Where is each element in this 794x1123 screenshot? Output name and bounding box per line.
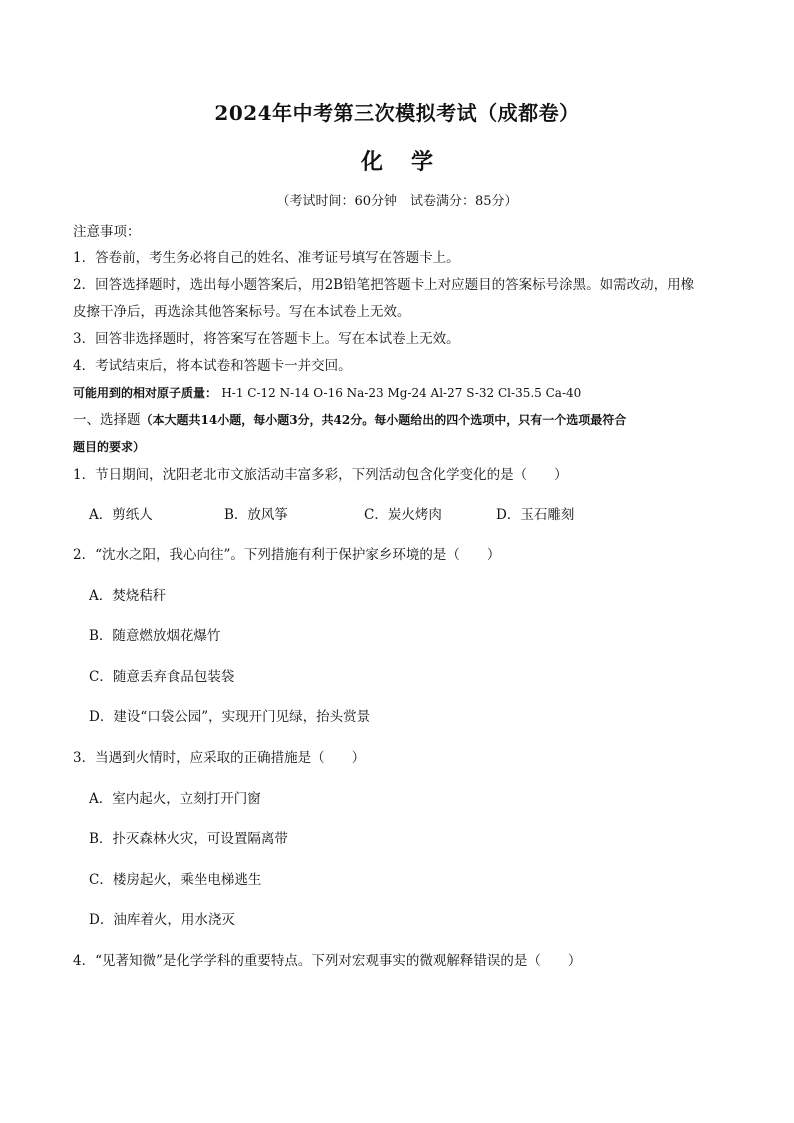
- question-2-option-a: A．焚烧秸秆: [89, 588, 167, 604]
- atomic-mass-line: [73, 383, 733, 403]
- question-4-stem: 4．“见著知微”是化学学科的重要特点。下列对宏观事实的微观解释错误的是（ ）: [73, 953, 582, 969]
- question-1-option-c: C．炭火烤肉: [364, 507, 442, 523]
- question-1-option-a: A．剪纸人: [89, 507, 153, 523]
- question-3-option-b: B．扑灭森林火灾，可设置隔离带: [89, 831, 288, 847]
- question-2-option-b: B．随意燃放烟花爆竹: [89, 628, 221, 644]
- question-3-option-a: A．室内起火，立刻打开门窗: [89, 791, 261, 807]
- exam-time-info: （考试时间：60分钟 试卷满分：85分）: [276, 194, 518, 209]
- page-title: 2024年中考第三次模拟考试（成都卷）: [214, 101, 580, 125]
- section1-heading: 一、选择题: [73, 412, 141, 428]
- section1-desc-cont: 题目的要求）: [73, 440, 146, 454]
- question-3-stem: 3．当遇到火情时，应采取的正确措施是（ ）: [73, 750, 366, 766]
- question-2-stem: 2．“沈水之阳，我心向往”。下列措施有利于保护家乡环境的是（ ）: [73, 547, 501, 563]
- question-1-stem: 1．节日期间，沈阳老北市文旅活动丰富多彩，下列活动包含化学变化的是（ ）: [73, 467, 568, 483]
- note-item-4: 4．考试结束后，将本试卷和答题卡一并交回。: [73, 358, 352, 374]
- section1-line1: [73, 410, 733, 430]
- note-item-3: 3．回答非选择题时，将答案写在答题卡上。写在本试卷上无效。: [73, 331, 460, 347]
- note-item-1: 1．答卷前，考生务必将自己的姓名、准考证号填写在答题卡上。: [73, 250, 460, 266]
- subject-title: 化学: [360, 149, 461, 175]
- question-3-option-d: D．油库着火，用水浇灭: [89, 912, 235, 928]
- question-1-option-d: D．玉石雕刻: [496, 507, 575, 523]
- question-2-option-d: D．建设“口袋公园”，实现开门见绿，抬头赏景: [89, 709, 371, 725]
- atomic-mass-values: H-1 C-12 N-14 O-16 Na-23 Mg-24 Al-27 S-32 Cl-35.5 Ca-40: [221, 386, 582, 400]
- question-1-option-b: B．放风筝: [224, 507, 288, 523]
- question-3-option-c: C．楼房起火，乘坐电梯逃生: [89, 872, 262, 888]
- section1-desc: （本大题共14小题，每小题3分，共42分。每小题给出的四个选项中，只有一个选项最符合: [140, 413, 627, 427]
- note-item-2: 2．回答选择题时，选出每小题答案后，用2B铅笔把答题卡上对应题目的答案标号涂黑。如需改动，用橡: [73, 277, 695, 293]
- atomic-mass-label: 可能用到的相对原子质量：: [73, 386, 218, 400]
- question-2-option-c: C．随意丢弃食品包装袋: [89, 669, 235, 685]
- notes-heading: 注意事项：: [73, 224, 141, 240]
- note-item-2-cont: 皮擦干净后，再选涂其他答案标号。写在本试卷上无效。: [73, 304, 411, 320]
